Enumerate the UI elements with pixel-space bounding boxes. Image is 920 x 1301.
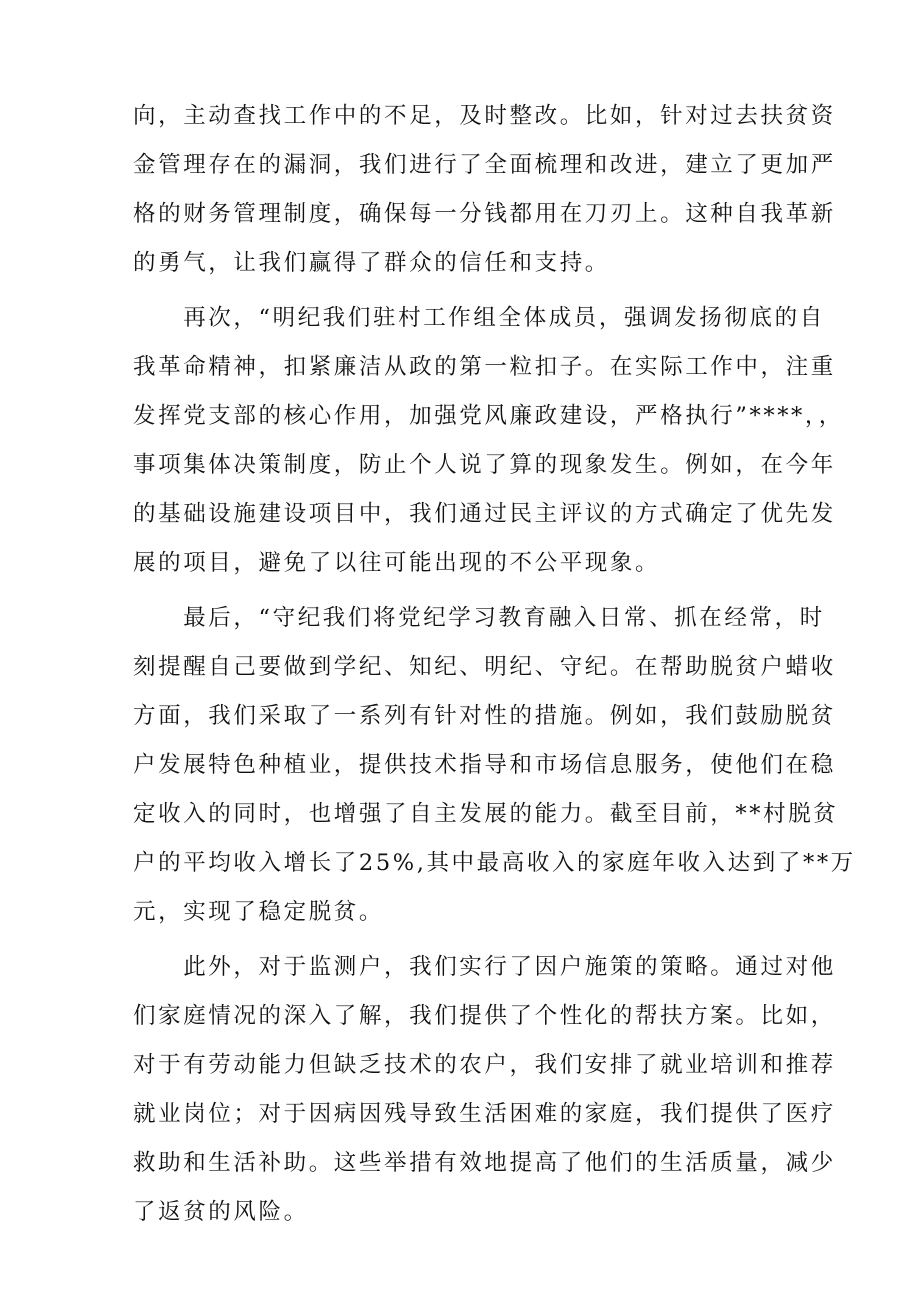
text-line: 定收入的同时，也增强了自主发展的能力。截至目前，**村脱贫: [133, 801, 839, 827]
document-body: [133, 98, 856, 1243]
text-line: 发挥党支部的核心作用，加强党风廉政建设，严格执行”****，，: [133, 403, 844, 429]
text-line: 就业岗位；对于因病因残导致生活困难的家庭，我们提供了医疗: [133, 1101, 836, 1127]
text-line: 向，主动查找工作中的不足，及时整改。比如，针对过去扶贫资: [133, 103, 836, 129]
text-line: 户的平均收入增长了25%,其中最高收入的家庭年收入达到了**万: [133, 850, 856, 876]
text-line: 格的财务管理制度，确保每一分钱都用在刀刃上。这种自我革新: [133, 201, 836, 227]
text-line: 此外，对于监测户，我们实行了因户施策的策略。通过对他: [133, 954, 836, 980]
text-line: 的勇气，让我们赢得了群众的信任和支持。: [133, 250, 610, 276]
text-line: 救助和生活补助。这些举措有效地提高了他们的生活质量，减少: [133, 1150, 836, 1176]
text-line: 户发展特色种植业，提供技术指导和市场信息服务，使他们在稳: [133, 752, 836, 778]
text-line: 展的项目，避免了以往可能出现的不公平现象。: [133, 550, 661, 576]
text-line: 最后，“守纪我们将党纪学习教育融入日常、抓在经常，时: [133, 605, 825, 631]
text-line: 再次，“明纪我们驻村工作组全体成员，强调发扬彻底的自: [133, 305, 825, 331]
text-line: 金管理存在的漏洞，我们进行了全面梳理和改进，建立了更加严: [133, 152, 836, 178]
text-line: 了返贫的风险。: [133, 1199, 309, 1225]
text-line: 对于有劳动能力但缺乏技术的农户，我们安排了就业培训和推荐: [133, 1052, 836, 1078]
text-line: 元，实现了稳定脱贫。: [133, 899, 385, 925]
text-line: 的基础设施建设项目中，我们通过民主评议的方式确定了优先发: [133, 501, 836, 527]
text-line: 我革命精神，扣紧廉洁从政的第一粒扣子。在实际工作中，注重: [133, 354, 836, 380]
text-line: 方面，我们采取了一系列有针对性的措施。例如，我们鼓励脱贫: [133, 703, 836, 729]
text-line: 们家庭情况的深入了解，我们提供了个性化的帮扶方案。比如，: [133, 1003, 836, 1029]
text-line: 事项集体决策制度，防止个人说了算的现象发生。例如，在今年: [133, 452, 836, 478]
text-line: 刻提醒自己要做到学纪、知纪、明纪、守纪。在帮助脱贫户蜡收: [133, 654, 836, 680]
